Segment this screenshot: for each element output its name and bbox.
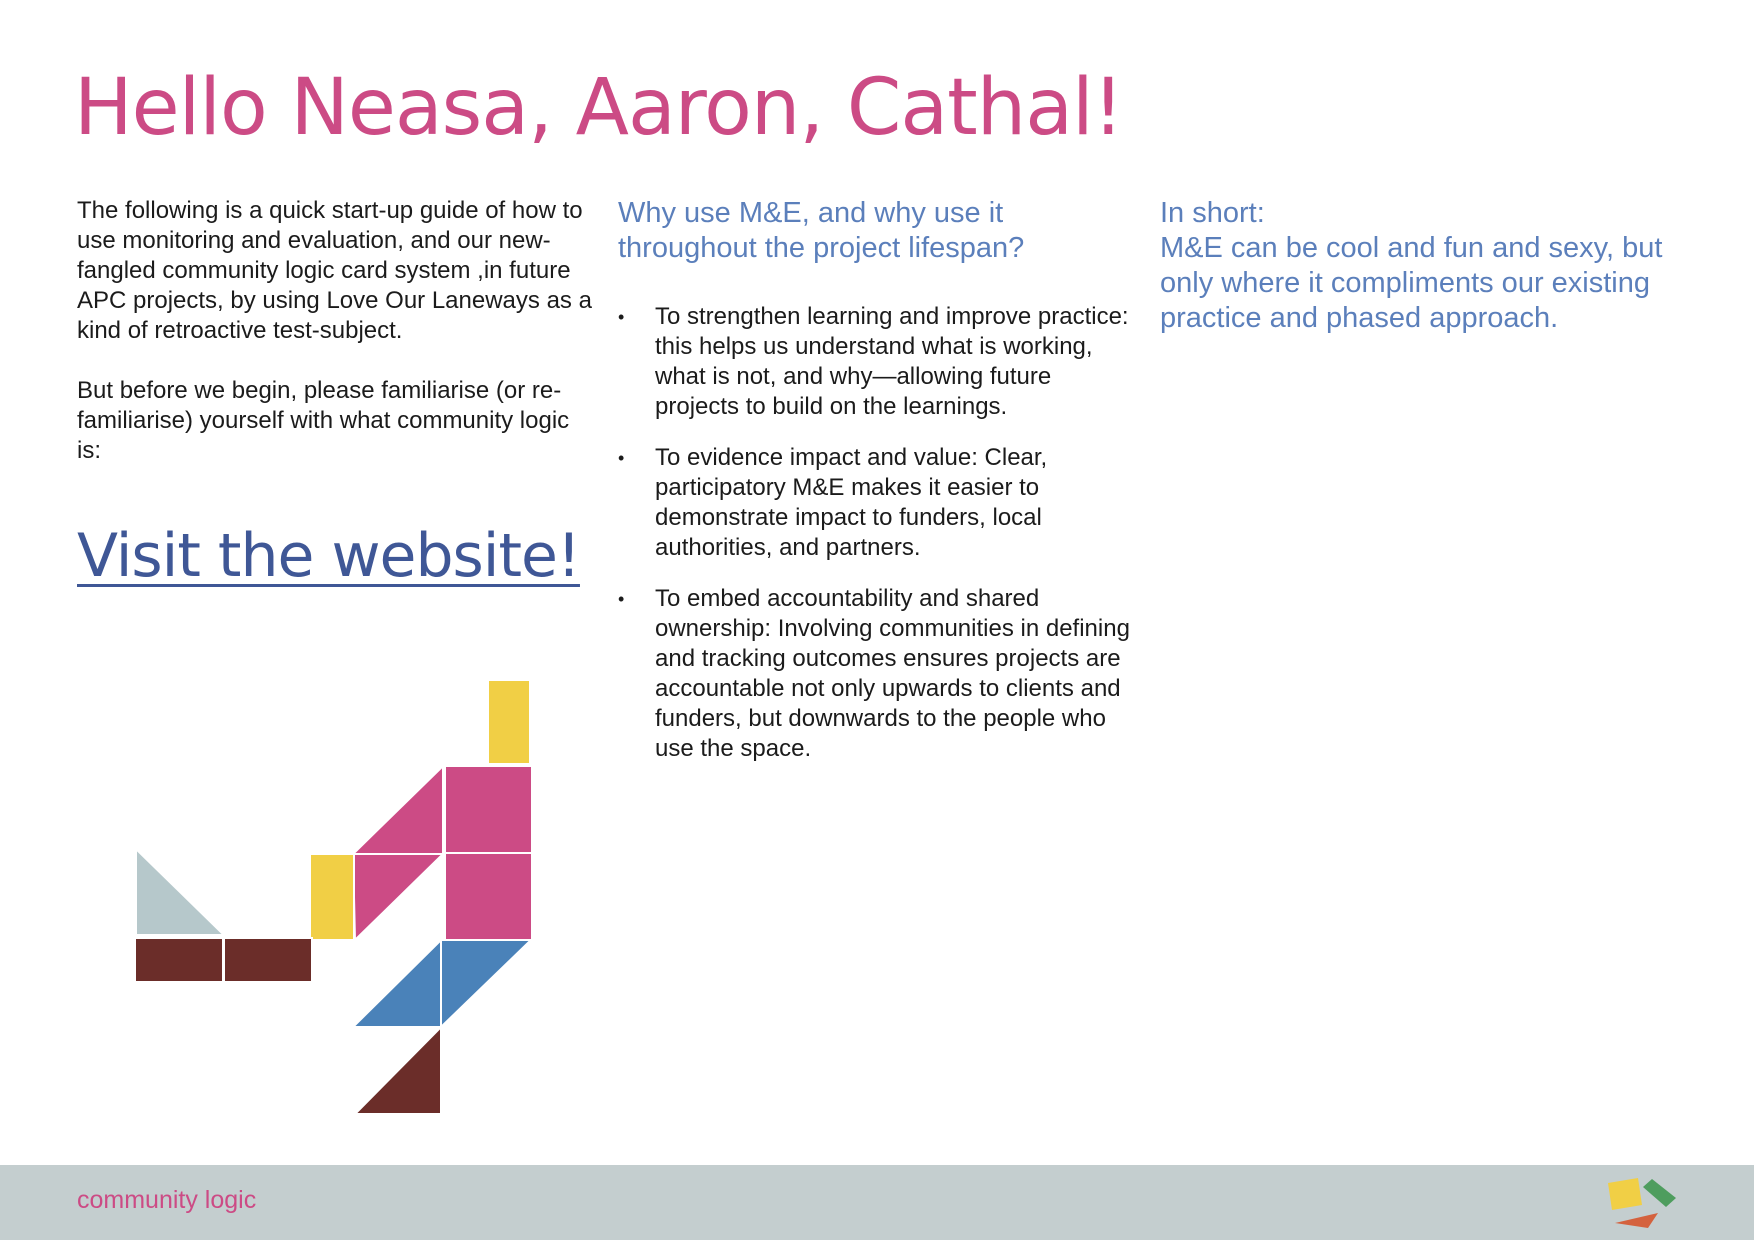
pink-triangle-shape <box>353 766 443 854</box>
bullet-icon: • <box>618 307 625 327</box>
tangram-illustration <box>130 676 540 1122</box>
brown-rectangle-shape <box>224 938 312 982</box>
pink-parallelogram-shape <box>353 854 443 940</box>
why-heading: Why use M&E, and why use it throughout the project lifespan? <box>618 197 1025 264</box>
summary-column <box>1160 196 1720 336</box>
brown-rectangle-shape <box>135 938 223 982</box>
footer-brand-label: community logic <box>77 1186 257 1214</box>
yellow-square-shape <box>488 680 530 764</box>
blue-triangle-shape <box>353 940 441 1027</box>
intro-column <box>77 196 597 596</box>
intro-prompt-paragraph: But before we begin, please familiarise (or re-familiarise) yourself with what community logic is: <box>77 377 570 464</box>
bullet-icon: • <box>618 448 625 468</box>
list-item-text: To strengthen learning and improve practice: this helps us understand what is working, what is not, and why—allowing future projects to build on the learnings. <box>655 303 1129 420</box>
blue-triangle-shape <box>441 940 531 1027</box>
intro-paragraph: The following is a quick start-up guide of how to use monitoring and evaluation, and our new-fangled community logic card system ,in future APC projects, by using Love Our Laneways as a kind of retroactive test-subject. <box>77 197 592 344</box>
summary-heading: In short: <box>1160 197 1265 229</box>
list-item-text: To embed accountability and shared ownership: Involving communities in defining and tracking outcomes ensures projects are accountable not only upwards to clients and funders, but downwards to the people who use the space. <box>655 585 1130 762</box>
list-item <box>618 302 1138 422</box>
yellow-square-shape <box>310 854 354 940</box>
visit-website-link[interactable]: Visit the website! <box>77 521 580 591</box>
bullet-icon: • <box>618 589 625 609</box>
list-item <box>618 443 1138 563</box>
pink-square-shape <box>445 766 532 853</box>
footer-bar <box>0 1165 1754 1240</box>
list-item <box>618 584 1138 764</box>
summary-text: M&E can be cool and fun and sexy, but only where it compliments our existing practice and phased approach. <box>1160 232 1663 334</box>
why-list <box>618 302 1138 764</box>
grey-triangle-shape <box>136 849 224 935</box>
page-title: Hello Neasa, Aaron, Cathal! <box>74 63 1123 153</box>
community-logic-logo-icon <box>1600 1173 1680 1233</box>
list-item-text: To evidence impact and value: Clear, participatory M&E makes it easier to demonstrate impact to funders, local authorities, and partners. <box>655 444 1048 561</box>
why-column <box>618 196 1138 785</box>
pink-square-shape <box>445 853 532 940</box>
brown-triangle-shape <box>355 1027 441 1114</box>
